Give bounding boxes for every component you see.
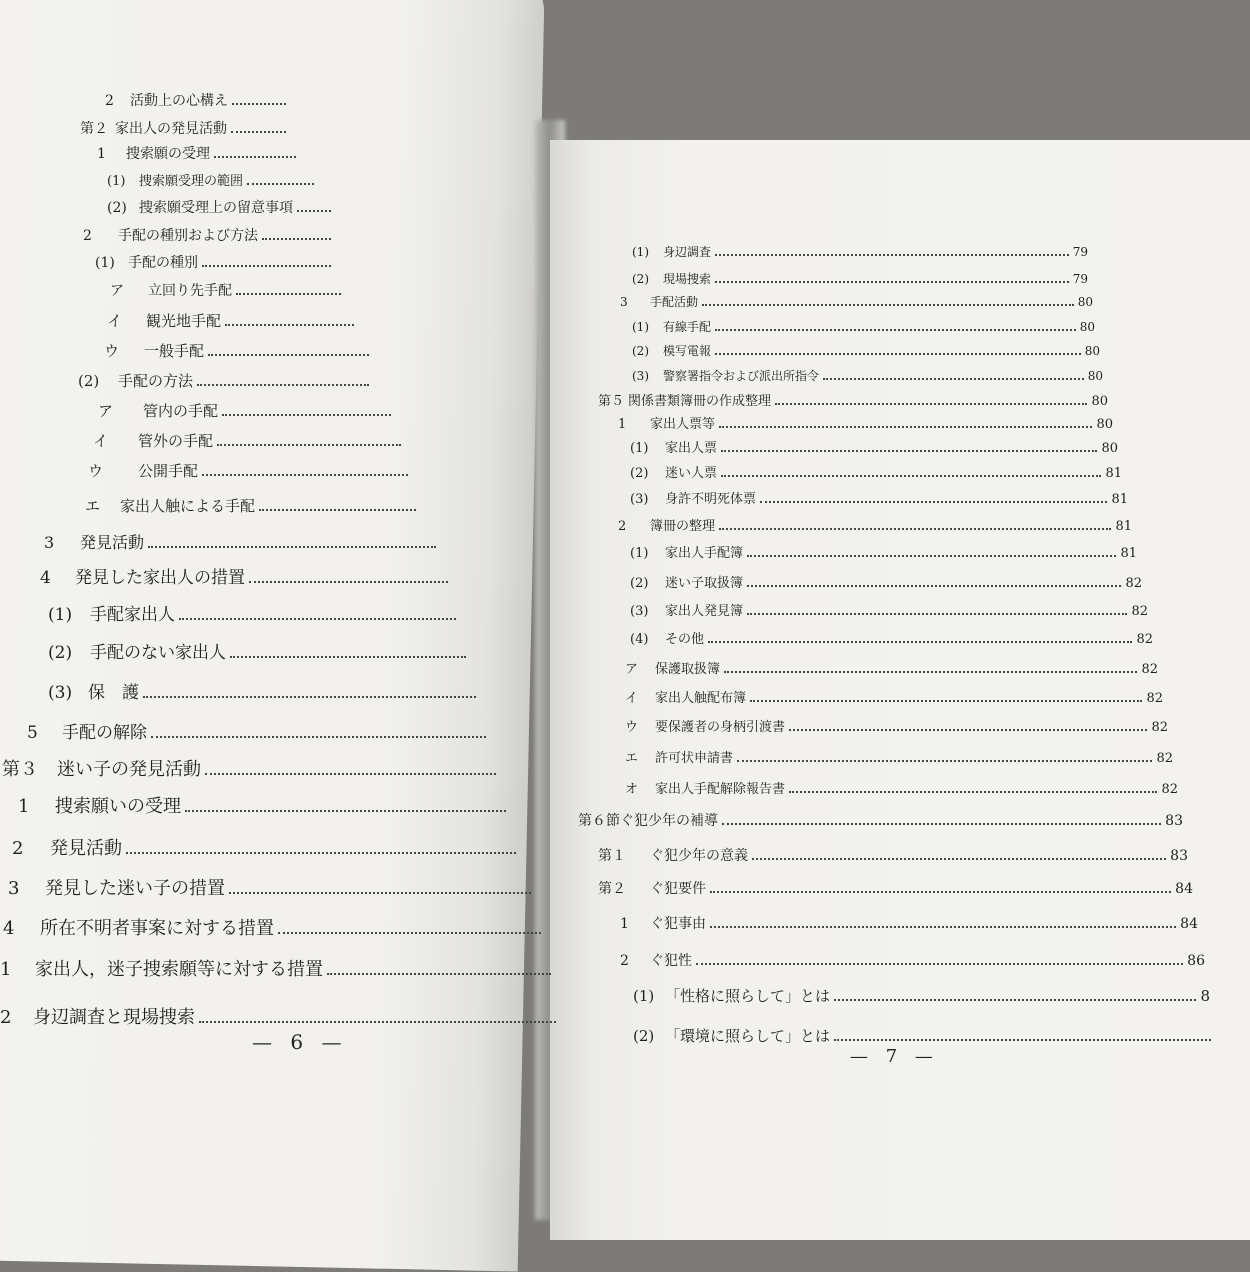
toc-entry-page: 82 bbox=[1136, 632, 1153, 647]
toc-entry-number: イ bbox=[625, 691, 639, 706]
toc-entry-number: 1 bbox=[0, 959, 12, 980]
toc-entry bbox=[630, 462, 1122, 481]
toc-entry-number: (2) bbox=[48, 643, 73, 663]
toc-entry-title: 捜索願いの受理 bbox=[55, 796, 181, 817]
toc-entry bbox=[598, 845, 1188, 865]
toc-entry bbox=[598, 878, 1193, 898]
toc-entry bbox=[625, 716, 1168, 735]
toc-entry-number: 4 bbox=[40, 568, 51, 588]
toc-entry-title: 家出人票等 bbox=[650, 417, 716, 432]
dot-leader bbox=[834, 992, 1196, 1002]
toc-entry bbox=[632, 243, 1088, 260]
toc-entry bbox=[625, 747, 1173, 766]
toc-entry-page: 81 bbox=[1115, 519, 1132, 534]
toc-entry-title: 迷い人票 bbox=[665, 466, 718, 481]
toc-entry-title: 保 護 bbox=[88, 683, 139, 703]
dot-leader bbox=[179, 610, 456, 621]
toc-entry-page: 81 bbox=[1111, 492, 1128, 507]
toc-entry bbox=[107, 310, 358, 331]
dot-leader bbox=[760, 495, 1107, 504]
toc-entry-number: ア bbox=[625, 662, 639, 677]
dot-leader bbox=[126, 843, 516, 854]
toc-entry bbox=[632, 367, 1103, 384]
toc-entry-number: 2 bbox=[0, 1007, 12, 1028]
toc-entry bbox=[620, 293, 1093, 310]
toc-entry-number: ウ bbox=[88, 462, 104, 480]
toc-entry-title: ぐ犯少年の補導 bbox=[620, 813, 718, 829]
toc-entry bbox=[27, 718, 490, 743]
toc-entry-title: 家出人，迷子捜索願等に対する措置 bbox=[35, 959, 323, 980]
dot-leader bbox=[202, 467, 408, 477]
toc-entry-title: 家出人触による手配 bbox=[120, 497, 256, 515]
dot-leader bbox=[327, 964, 551, 975]
dot-leader bbox=[208, 347, 369, 357]
toc-entry-page: 79 bbox=[1072, 272, 1088, 286]
toc-entry-title: 家出人の発見活動 bbox=[115, 121, 227, 137]
toc-entry bbox=[40, 563, 452, 588]
toc-entry-title: 観光地手配 bbox=[146, 312, 222, 330]
toc-entry-number: (1) bbox=[107, 174, 126, 189]
dot-leader bbox=[722, 816, 1161, 825]
toc-entry-number: (2) bbox=[632, 272, 649, 286]
toc-entry-page: 80 bbox=[1087, 369, 1103, 383]
toc-entry-title: 保護取扱簿 bbox=[655, 662, 721, 677]
toc-entry-title: 迷い子取扱簿 bbox=[665, 576, 744, 591]
toc-entry-number: ウ bbox=[104, 342, 120, 360]
dot-leader bbox=[715, 347, 1081, 355]
toc-entry-title: 捜索願の受理 bbox=[126, 146, 210, 162]
toc-entry-page: 80 bbox=[1079, 320, 1095, 334]
toc-entry-number: 2 bbox=[83, 228, 92, 244]
toc-entry-number: (3) bbox=[632, 369, 649, 383]
toc-entry-page: 82 bbox=[1141, 662, 1158, 677]
toc-entry bbox=[110, 280, 345, 300]
toc-entry-title: 身辺調査と現場捜索 bbox=[33, 1007, 195, 1028]
toc-entry-number: (1) bbox=[633, 987, 655, 1005]
dot-leader bbox=[696, 956, 1183, 965]
toc-entry-number: (1) bbox=[632, 320, 649, 334]
toc-entry bbox=[107, 197, 335, 217]
toc-entry-title: 現場捜索 bbox=[663, 272, 712, 286]
toc-entry-number: (2) bbox=[630, 466, 649, 481]
toc-entry bbox=[630, 600, 1148, 619]
toc-entry-number: 1 bbox=[97, 146, 106, 162]
toc-entry-number: 第１ bbox=[598, 848, 626, 864]
toc-entry-title: ぐ犯事由 bbox=[650, 916, 706, 932]
toc-entry bbox=[48, 638, 470, 663]
toc-entry-number: (3) bbox=[630, 604, 649, 619]
toc-entry bbox=[93, 430, 405, 451]
dot-leader bbox=[715, 248, 1069, 256]
toc-entry bbox=[48, 678, 480, 703]
toc-entry bbox=[88, 460, 412, 481]
toc-entry bbox=[633, 985, 1210, 1006]
toc-entry-number: ア bbox=[110, 283, 124, 299]
toc-entry-title: 家出人触配布簿 bbox=[655, 691, 747, 706]
dot-leader bbox=[230, 648, 466, 659]
dot-leader bbox=[834, 1032, 1211, 1042]
toc-entry-page: 80 bbox=[1077, 295, 1093, 309]
toc-entry-title: 関係書類簿冊の作成整理 bbox=[628, 394, 772, 409]
toc-entry-number: 1 bbox=[18, 796, 30, 817]
toc-entry-page: 84 bbox=[1175, 881, 1193, 897]
toc-entry bbox=[620, 950, 1205, 970]
toc-entry bbox=[18, 792, 510, 818]
toc-entry-title: 手配の種別および方法 bbox=[118, 228, 258, 244]
toc-entry bbox=[104, 340, 373, 361]
dot-leader bbox=[205, 764, 496, 775]
toc-entry-page: 82 bbox=[1131, 604, 1148, 619]
toc-entry-title: 手配のない家出人 bbox=[90, 643, 226, 663]
dot-leader bbox=[247, 177, 314, 186]
dot-leader bbox=[231, 124, 286, 133]
toc-entry-title: 手配の解除 bbox=[62, 723, 147, 743]
toc-entry bbox=[48, 600, 460, 625]
toc-entry-page: 80 bbox=[1101, 441, 1118, 456]
toc-entry bbox=[105, 90, 290, 110]
toc-entry bbox=[630, 488, 1128, 507]
toc-entry-title: 発見した迷い子の措置 bbox=[45, 878, 225, 899]
dot-leader bbox=[750, 694, 1142, 703]
toc-entry-title: 公開手配 bbox=[138, 462, 199, 480]
toc-entry-title: 「性格に照らして」とは bbox=[665, 987, 831, 1005]
toc-entry-number: イ bbox=[93, 432, 109, 450]
toc-entry bbox=[633, 1025, 1215, 1046]
toc-entry bbox=[80, 118, 290, 138]
dot-leader bbox=[789, 785, 1157, 794]
dot-leader bbox=[715, 275, 1069, 283]
dot-leader bbox=[823, 372, 1084, 380]
toc-entry bbox=[625, 778, 1178, 797]
dot-leader bbox=[747, 607, 1127, 616]
toc-entry-title: 要保護者の身柄引渡書 bbox=[655, 720, 786, 735]
toc-entry-title: 一般手配 bbox=[144, 342, 205, 360]
dot-leader bbox=[721, 469, 1101, 478]
toc-entry-title: 家出人手配解除報告書 bbox=[655, 782, 786, 797]
toc-entry-title: 管内の手配 bbox=[143, 402, 219, 420]
toc-entry bbox=[625, 687, 1163, 706]
dot-leader bbox=[197, 377, 369, 387]
toc-entry-title: 手配家出人 bbox=[90, 605, 175, 625]
toc-entry bbox=[3, 914, 545, 940]
toc-entry bbox=[618, 515, 1132, 534]
toc-entry bbox=[0, 955, 555, 981]
toc-entry-number: 第２ bbox=[598, 881, 626, 897]
toc-entry-title: 手配の種別 bbox=[128, 255, 198, 271]
toc-entry bbox=[2, 755, 500, 781]
dot-leader bbox=[752, 851, 1166, 860]
toc-entry-number: (2) bbox=[632, 344, 649, 358]
dot-leader bbox=[185, 801, 506, 812]
dot-leader bbox=[702, 298, 1074, 306]
toc-entry-title: 身辺調査 bbox=[663, 245, 712, 259]
dot-leader bbox=[708, 635, 1132, 644]
toc-entry-number: 2 bbox=[12, 838, 24, 859]
dot-leader bbox=[710, 884, 1171, 893]
toc-entry-page: 80 bbox=[1096, 417, 1113, 432]
toc-entry-title: 家出人手配簿 bbox=[665, 546, 744, 561]
dot-leader bbox=[262, 231, 331, 240]
toc-entry bbox=[12, 834, 520, 860]
toc-entry-title: ぐ犯性 bbox=[650, 953, 692, 969]
toc-entry-page: 82 bbox=[1125, 576, 1142, 591]
toc-entry-title: 立回り先手配 bbox=[148, 283, 232, 299]
toc-entry-title: 模写電報 bbox=[663, 344, 712, 358]
toc-entry-title: 活動上の心構え bbox=[130, 93, 228, 109]
toc-entry bbox=[95, 252, 335, 272]
toc-entry bbox=[630, 437, 1118, 456]
toc-entry-number: (1) bbox=[48, 605, 73, 625]
toc-entry bbox=[83, 225, 335, 245]
toc-entry-title: 捜索願受理の範囲 bbox=[139, 174, 244, 189]
toc-entry bbox=[630, 628, 1153, 647]
toc-entry-page: 82 bbox=[1156, 751, 1173, 766]
toc-entry-title: 迷い子の発見活動 bbox=[57, 759, 201, 780]
toc-entry-page: 82 bbox=[1151, 720, 1168, 735]
toc-entry bbox=[632, 342, 1100, 359]
toc-entry-title: 警察署指令および派出所指令 bbox=[663, 369, 820, 383]
dot-leader bbox=[721, 444, 1097, 453]
toc-entry-number: (2) bbox=[630, 576, 649, 591]
dot-leader bbox=[710, 919, 1176, 928]
toc-entry-title: 発見活動 bbox=[50, 838, 122, 859]
toc-entry bbox=[598, 390, 1108, 409]
toc-entry-number: ウ bbox=[625, 720, 639, 735]
toc-entry-number: (2) bbox=[78, 372, 100, 390]
dot-leader bbox=[278, 923, 541, 934]
toc-entry-title: 簿冊の整理 bbox=[650, 519, 716, 534]
toc-entry bbox=[632, 318, 1095, 335]
toc-entry bbox=[107, 170, 318, 189]
left-page bbox=[0, 0, 545, 1272]
toc-entry bbox=[620, 913, 1198, 933]
toc-entry bbox=[97, 143, 300, 163]
toc-entry-number: 第５ bbox=[598, 394, 625, 409]
toc-entry-title: 手配活動 bbox=[650, 295, 699, 309]
toc-entry-page: 81 bbox=[1120, 546, 1137, 561]
toc-entry-number: 3 bbox=[620, 295, 628, 309]
toc-entry-page: 80 bbox=[1091, 394, 1108, 409]
toc-entry-number: (1) bbox=[95, 255, 115, 271]
toc-entry-number: 1 bbox=[620, 916, 629, 932]
toc-entry-number: (1) bbox=[632, 245, 649, 259]
dot-leader bbox=[151, 728, 486, 739]
toc-entry bbox=[85, 495, 420, 516]
toc-entry-page: 83 bbox=[1170, 848, 1188, 864]
dot-leader bbox=[259, 502, 416, 512]
toc-entry-number: ア bbox=[98, 402, 114, 420]
toc-entry-title: ぐ犯要件 bbox=[650, 881, 706, 897]
toc-entry-title: 許可状申請書 bbox=[655, 751, 734, 766]
toc-entry-page: 8 bbox=[1200, 987, 1210, 1005]
toc-entry-number: 1 bbox=[618, 417, 627, 432]
toc-entry-number: (4) bbox=[630, 632, 649, 647]
dot-leader bbox=[214, 149, 296, 158]
toc-entry-number: エ bbox=[85, 497, 101, 515]
toc-entry-number: 4 bbox=[3, 918, 15, 939]
dot-leader bbox=[232, 96, 286, 105]
toc-entry-title: 「環境に照らして」とは bbox=[665, 1027, 831, 1045]
toc-entry bbox=[625, 658, 1158, 677]
dot-leader bbox=[297, 203, 331, 212]
toc-entry-number: 3 bbox=[44, 533, 55, 552]
dot-leader bbox=[724, 665, 1137, 674]
dot-leader bbox=[225, 317, 354, 327]
toc-entry-number: (3) bbox=[630, 492, 649, 507]
dot-leader bbox=[229, 883, 531, 894]
toc-entry-number: エ bbox=[625, 751, 639, 766]
toc-entry-page: 83 bbox=[1165, 813, 1183, 829]
toc-entry-number: (2) bbox=[107, 200, 127, 216]
toc-entry-title: 身許不明死体票 bbox=[665, 492, 757, 507]
toc-entry-number: (1) bbox=[630, 441, 649, 456]
toc-entry-number: (2) bbox=[633, 1027, 655, 1045]
dot-leader bbox=[715, 323, 1076, 331]
toc-entry-number: 2 bbox=[618, 519, 627, 534]
toc-entry bbox=[578, 810, 1183, 830]
dot-leader bbox=[143, 688, 476, 699]
dot-leader bbox=[199, 1012, 556, 1023]
toc-entry-page: 80 bbox=[1084, 344, 1100, 358]
toc-entry bbox=[632, 270, 1088, 287]
toc-entry bbox=[630, 542, 1137, 561]
dot-leader bbox=[249, 573, 448, 584]
dot-leader bbox=[737, 754, 1152, 763]
dot-leader bbox=[747, 579, 1121, 588]
toc-entry-number: 第３ bbox=[2, 759, 38, 780]
toc-entry-number: オ bbox=[625, 782, 639, 797]
dot-leader bbox=[789, 723, 1147, 732]
toc-entry-title: その他 bbox=[665, 632, 705, 647]
toc-entry-title: 捜索願受理上の留意事項 bbox=[139, 200, 293, 216]
toc-entry-title: ぐ犯少年の意義 bbox=[650, 848, 748, 864]
dot-leader bbox=[747, 549, 1116, 558]
toc-entry-title: 管外の手配 bbox=[138, 432, 214, 450]
toc-entry-number: (3) bbox=[48, 683, 73, 703]
right-page-number: — 7 — bbox=[850, 1046, 939, 1067]
toc-entry-page: 82 bbox=[1161, 782, 1178, 797]
toc-entry-page: 84 bbox=[1180, 916, 1198, 932]
toc-entry bbox=[78, 370, 373, 391]
toc-entry-title: 有線手配 bbox=[663, 320, 712, 334]
toc-entry-number: (1) bbox=[630, 546, 649, 561]
toc-entry-number: 5 bbox=[27, 723, 38, 743]
toc-entry bbox=[630, 572, 1142, 591]
toc-entry-page: 82 bbox=[1146, 691, 1163, 706]
toc-entry-number: イ bbox=[107, 312, 123, 330]
toc-entry bbox=[98, 400, 395, 421]
toc-entry-page: 86 bbox=[1187, 953, 1205, 969]
dot-leader bbox=[217, 437, 401, 447]
toc-entry-number: 2 bbox=[105, 93, 114, 109]
dot-leader bbox=[775, 397, 1087, 406]
toc-entry bbox=[0, 1003, 560, 1029]
toc-entry-number: 3 bbox=[8, 878, 20, 899]
toc-entry-title: 所在不明者事案に対する措置 bbox=[40, 918, 274, 939]
toc-entry-number: 第２ bbox=[80, 121, 108, 137]
left-page-number: — 6 — bbox=[252, 1030, 348, 1054]
toc-entry-page: 81 bbox=[1105, 466, 1122, 481]
dot-leader bbox=[148, 538, 436, 548]
toc-entry-title: 家出人発見簿 bbox=[665, 604, 744, 619]
toc-entry-title: 手配の方法 bbox=[118, 372, 194, 390]
toc-entry-title: 発見した家出人の措置 bbox=[75, 568, 245, 588]
toc-entry bbox=[44, 530, 440, 553]
toc-entry bbox=[8, 874, 535, 900]
dot-leader bbox=[202, 258, 331, 267]
dot-leader bbox=[719, 522, 1111, 531]
toc-entry-number: 第６節 bbox=[578, 813, 620, 829]
toc-entry-title: 発見活動 bbox=[80, 533, 145, 552]
toc-entry-title: 家出人票 bbox=[665, 441, 718, 456]
dot-leader bbox=[222, 407, 391, 417]
dot-leader bbox=[719, 420, 1092, 429]
toc-entry-page: 79 bbox=[1072, 245, 1088, 259]
toc-entry-number: 2 bbox=[620, 953, 629, 969]
dot-leader bbox=[236, 286, 341, 295]
toc-entry bbox=[618, 413, 1113, 432]
